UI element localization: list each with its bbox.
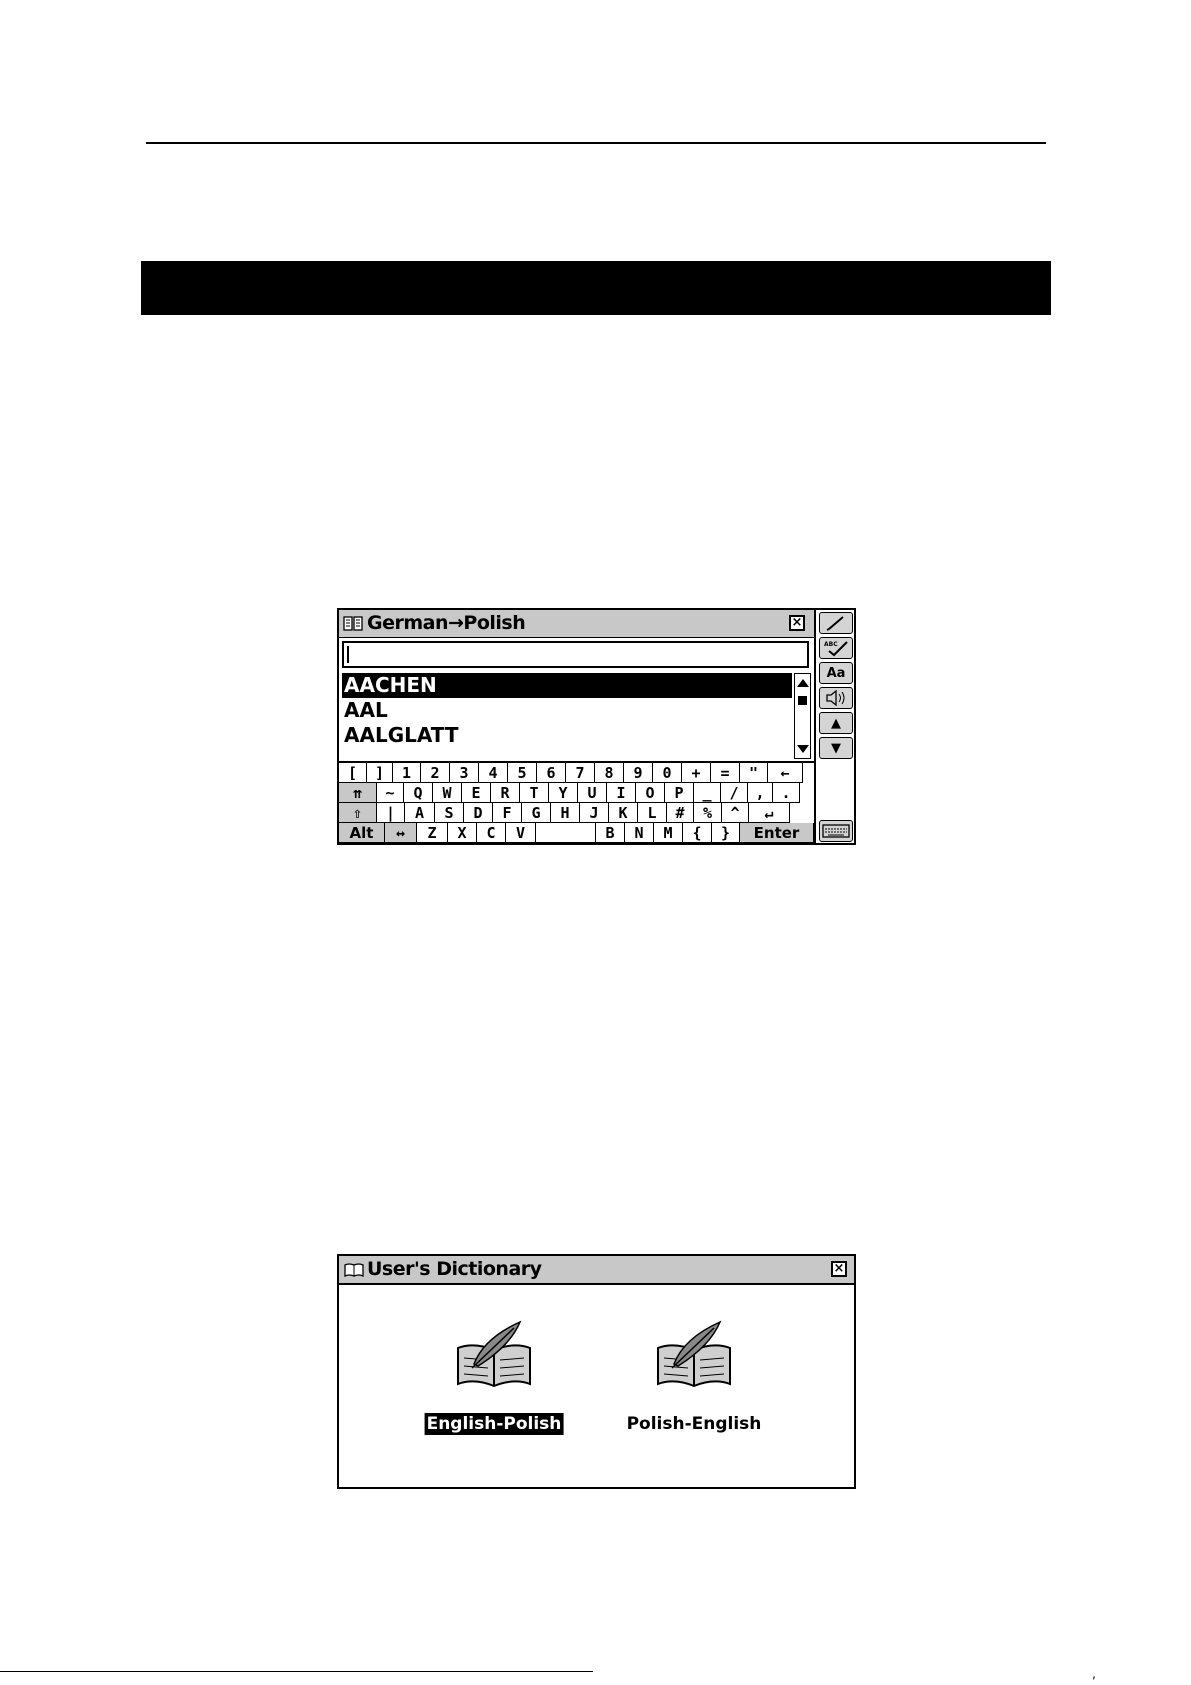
keyboard-key[interactable]: Y	[549, 783, 578, 803]
keyboard-key[interactable]: J	[580, 803, 609, 823]
keyboard-key[interactable]: /	[721, 783, 748, 803]
keyboard-key[interactable]: ↔	[385, 823, 417, 843]
onscreen-keyboard	[339, 763, 814, 843]
keyboard-toggle-button[interactable]	[819, 820, 853, 842]
keyboard-key[interactable]: 2	[421, 763, 450, 783]
window-title: User's Dictionary	[367, 1258, 542, 1280]
keyboard-key[interactable]: Z	[417, 823, 448, 843]
keyboard-key[interactable]: ⇧	[339, 803, 377, 823]
keyboard-key[interactable]: #	[667, 803, 694, 823]
speaker-icon	[824, 690, 848, 706]
keyboard-key[interactable]: 8	[595, 763, 624, 783]
keyboard-key[interactable]: D	[464, 803, 493, 823]
list-scrollbar[interactable]	[794, 673, 811, 759]
keyboard-key[interactable]: 4	[479, 763, 508, 783]
quill-book-icon	[454, 1318, 534, 1388]
keyboard-key[interactable]: F	[493, 803, 522, 823]
keyboard-key[interactable]: N	[625, 823, 654, 843]
keyboard-key[interactable]: +	[682, 763, 711, 783]
keyboard-key[interactable]: 5	[508, 763, 537, 783]
title-bar	[339, 610, 814, 638]
scroll-up-icon[interactable]	[797, 679, 809, 687]
list-item[interactable]: AAL	[344, 698, 388, 722]
keyboard-icon	[822, 823, 850, 839]
keyboard-key[interactable]: {	[683, 823, 712, 843]
book-icon	[343, 616, 363, 632]
keyboard-key[interactable]: ,	[748, 783, 773, 803]
close-button[interactable]: ×	[789, 615, 805, 631]
spell-check-icon	[823, 639, 849, 657]
quill-book-icon	[654, 1318, 734, 1388]
dictionary-english-polish[interactable]	[404, 1318, 584, 1458]
pen-tool-button[interactable]	[819, 612, 853, 634]
keyboard-key[interactable]: E	[462, 783, 491, 803]
keyboard-key[interactable]: ⇈	[339, 783, 377, 803]
page-down-button[interactable]: ▼	[819, 737, 853, 759]
keyboard-key[interactable]: B	[596, 823, 625, 843]
keyboard-key[interactable]: W	[433, 783, 462, 803]
title-bar	[339, 1256, 854, 1285]
keyboard-key[interactable]: [	[339, 763, 367, 783]
keyboard-key[interactable]: I	[607, 783, 636, 803]
keyboard-key[interactable]: ↵	[749, 803, 790, 823]
keyboard-key[interactable]: M	[654, 823, 683, 843]
keyboard-key[interactable]: 1	[393, 763, 421, 783]
keyboard-key[interactable]: V	[506, 823, 536, 843]
footer-rule	[0, 1671, 593, 1672]
list-item[interactable]: AACHEN	[342, 673, 792, 698]
window-title: German→Polish	[367, 612, 526, 634]
keyboard-key[interactable]: Q	[404, 783, 433, 803]
keyboard-key[interactable]: "	[740, 763, 768, 783]
svg-text:ABC: ABC	[824, 641, 838, 648]
page-corner-mark: ‚	[1092, 1667, 1096, 1681]
pen-icon	[825, 615, 847, 631]
keyboard-key[interactable]: U	[578, 783, 607, 803]
pronounce-button[interactable]	[819, 687, 853, 709]
keyboard-key[interactable]: T	[520, 783, 549, 803]
scroll-thumb[interactable]	[798, 696, 807, 705]
keyboard-key[interactable]: H	[551, 803, 580, 823]
keyboard-key[interactable]: R	[491, 783, 520, 803]
search-input[interactable]	[342, 641, 809, 668]
keyboard-key[interactable]: 9	[624, 763, 653, 783]
dictionary-polish-english[interactable]	[604, 1318, 784, 1458]
top-rule	[146, 142, 1046, 144]
keyboard-key[interactable]: %	[694, 803, 722, 823]
page-up-button[interactable]: ▲	[819, 712, 853, 734]
word-list	[342, 673, 792, 759]
scroll-down-icon[interactable]	[797, 745, 809, 753]
keyboard-key[interactable]: .	[773, 783, 800, 803]
keyboard-key[interactable]: ~	[377, 783, 404, 803]
keyboard-key[interactable]: A	[405, 803, 435, 823]
spell-check-button[interactable]	[819, 637, 853, 659]
keyboard-key[interactable]: Enter	[740, 823, 814, 843]
dictionary-label[interactable]: English-Polish	[426, 1414, 562, 1434]
keyboard-key[interactable]: ]	[367, 763, 393, 783]
german-polish-dictionary-window	[337, 608, 856, 845]
open-book-icon	[344, 1262, 364, 1278]
dictionary-label[interactable]: Polish-English	[626, 1414, 762, 1434]
keyboard-key[interactable]: 6	[537, 763, 566, 783]
case-toggle-button[interactable]: Aa	[819, 662, 853, 684]
keyboard-key[interactable]: ^	[722, 803, 749, 823]
section-header-band	[141, 261, 1051, 315]
keyboard-key[interactable]: C	[477, 823, 506, 843]
keyboard-key[interactable]: S	[435, 803, 464, 823]
keyboard-key[interactable]: =	[711, 763, 740, 783]
tool-panel	[816, 610, 854, 843]
keyboard-key[interactable]: }	[712, 823, 740, 843]
text-caret	[347, 646, 349, 663]
keyboard-key[interactable]: L	[638, 803, 667, 823]
keyboard-key[interactable]: X	[448, 823, 477, 843]
list-item[interactable]: AALGLATT	[344, 723, 459, 747]
keyboard-key[interactable]: _	[694, 783, 721, 803]
keyboard-key[interactable]: 7	[566, 763, 595, 783]
close-button[interactable]: ×	[831, 1261, 847, 1277]
keyboard-key[interactable]: 3	[450, 763, 479, 783]
keyboard-key[interactable]: 0	[653, 763, 682, 783]
space-key[interactable]	[536, 823, 596, 843]
keyboard-key[interactable]: O	[636, 783, 665, 803]
keyboard-key[interactable]: Alt	[339, 823, 385, 843]
keyboard-key[interactable]: K	[609, 803, 638, 823]
keyboard-key[interactable]: P	[665, 783, 694, 803]
users-dictionary-window	[337, 1254, 856, 1489]
keyboard-key[interactable]: ←	[768, 763, 803, 783]
keyboard-key[interactable]: G	[522, 803, 551, 823]
keyboard-key[interactable]: |	[377, 803, 405, 823]
